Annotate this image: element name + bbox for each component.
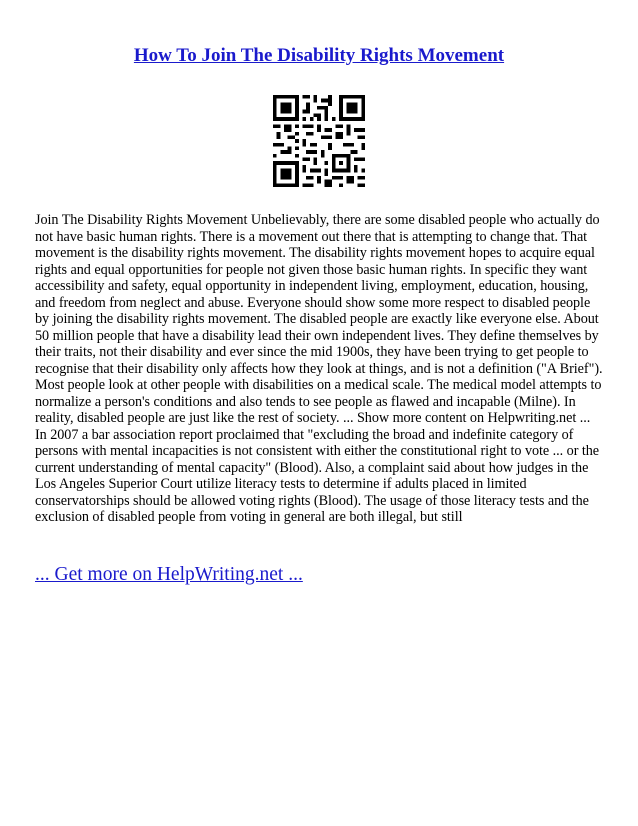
get-more-link[interactable]: ... Get more on HelpWriting.net ... xyxy=(35,564,303,585)
qr-code-icon xyxy=(273,95,365,187)
body-text xyxy=(35,212,605,526)
page-title[interactable]: How To Join The Disability Rights Movement xyxy=(133,45,505,66)
body-paragraph: Join The Disability Rights Movement Unbelievably, there are some disabled people who actually do not have basic human rights. There is a movement out there that is attempting to change that. That movement is the disability rights movement. The disability rights movement hopes to acquire equal rights and equal opportunities for people not given those basic human rights. In specific they want accessibility and safety, equal opportunity in independent living, employment, education, housing, and freedom from neglect and abuse. Everyone should show some more respect to disabled people by joining the disability rights movement. The disabled people are exactly like everyone else. About 50 million people that have a disability lead their own independent lives. They define themselves by their traits, not their disability and ever since the mid 1900s, they have been trying to get people to recognise that their disability only affects how they look at things, and is not a definition ("A Brief"). Most people look at other people with disabilities on a medical scale. The medical model attempts to normalize a person's conditions and also tends to see people as flawed and incapable (Milne). In reality, disabled people are just like the rest of society. ... Show more content on Helpwriting.net ... xyxy=(35,212,603,426)
body-paragraph: In 2007 a bar association report proclaimed that "excluding the broad and indefinite category of persons with mental incapacities is not consistent with either the constitutional right to vote ... or the current understanding of mental capacity" (Blood). Also, a complaint said about how judges in the Los Angeles Superior Court utilize literacy tests to determine if adults placed in limited conservatorships should be allowed voting rights (Blood). The usage of those literacy tests and the exclusion of disabled people from voting in general are both illegal, but still xyxy=(35,426,600,525)
